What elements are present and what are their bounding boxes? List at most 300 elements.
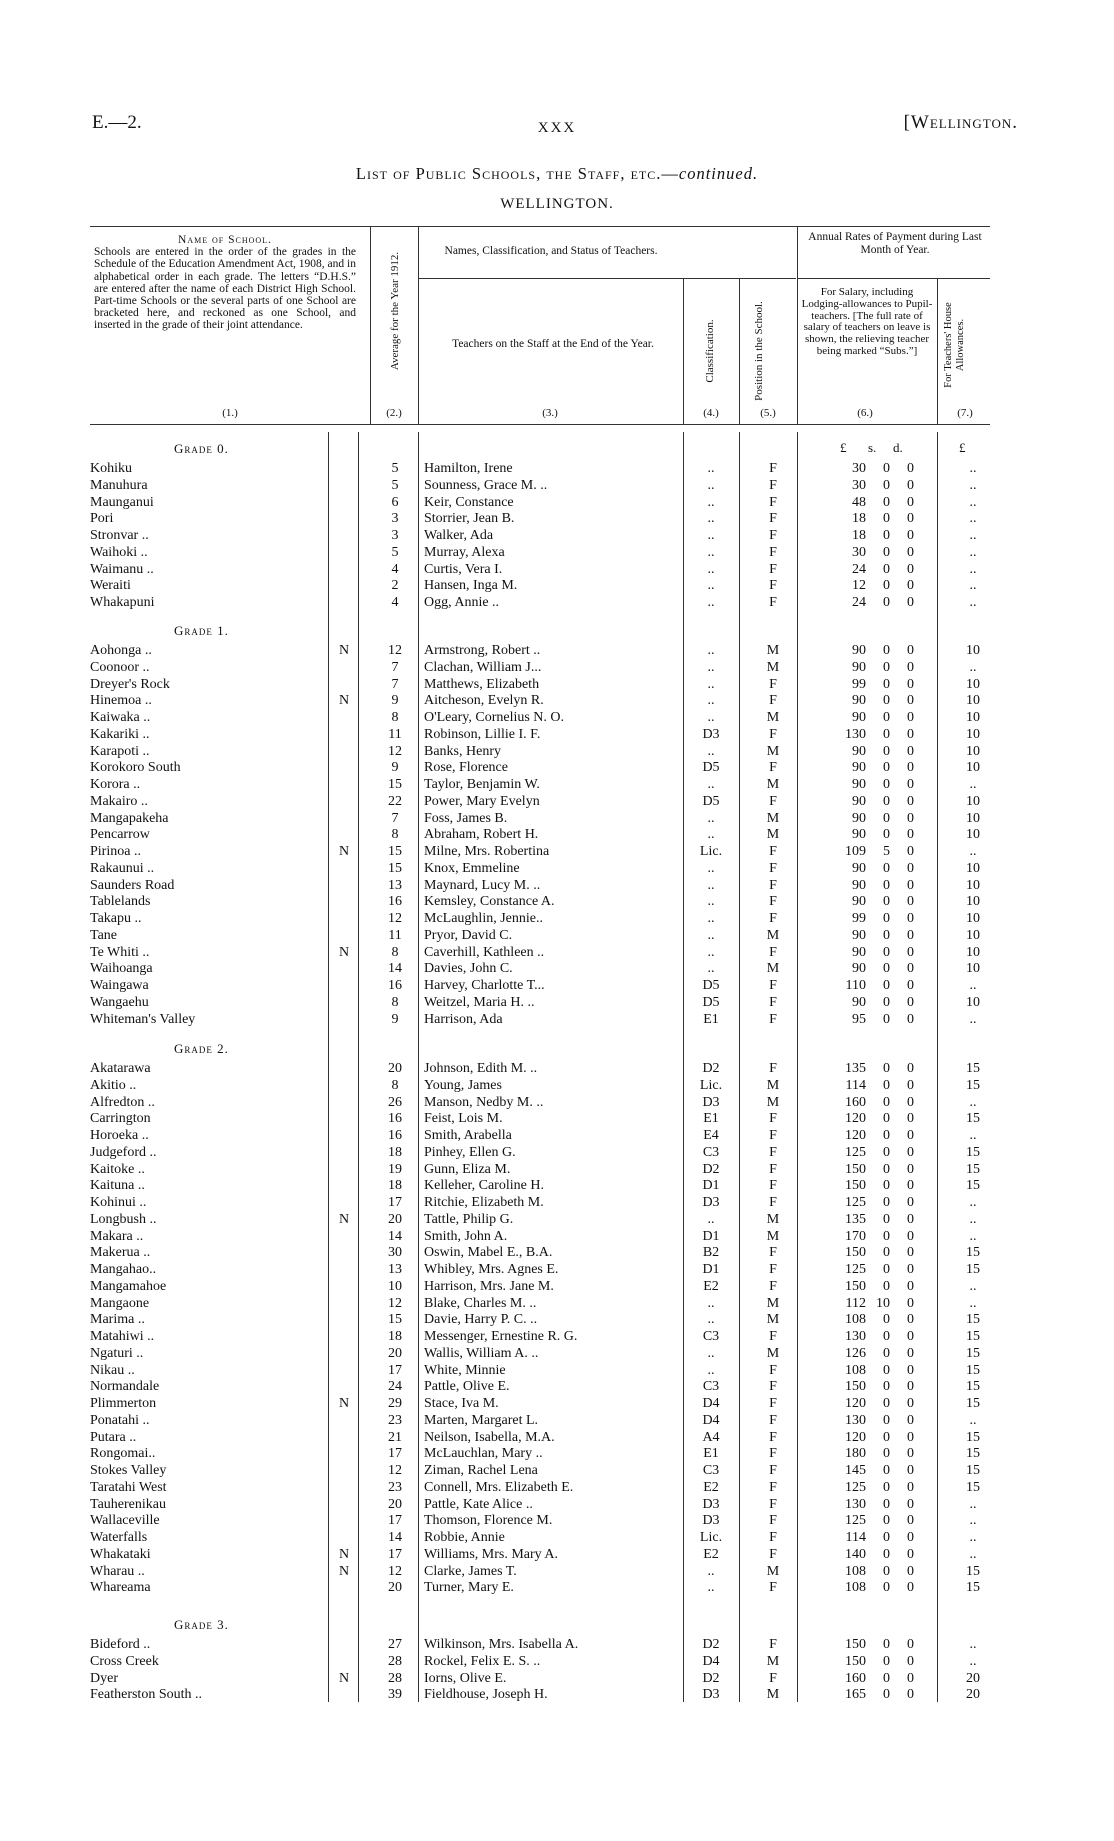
position: M bbox=[766, 810, 780, 826]
house-allowance: 15 bbox=[966, 1329, 980, 1344]
classification: .. bbox=[707, 1312, 715, 1328]
teacher-name: Oswin, Mabel E., B.A. bbox=[424, 1245, 553, 1261]
salary-shillings: 0 bbox=[883, 494, 890, 510]
house-allowance: 10 bbox=[966, 911, 980, 926]
classification: D4 bbox=[702, 1412, 720, 1428]
teacher-name: Harrison, Mrs. Jane M. bbox=[424, 1278, 554, 1294]
classification: .. bbox=[707, 1295, 715, 1311]
position: F bbox=[769, 1396, 777, 1411]
school-name: Waimanu .. bbox=[90, 561, 154, 577]
school-name: Pencarrow bbox=[90, 827, 150, 843]
pay-group-header: Annual Rates of Payment during Last Month of Year. bbox=[808, 231, 982, 256]
average-attendance: 18 bbox=[388, 1329, 402, 1344]
teacher-name: Marten, Margaret L. bbox=[424, 1412, 539, 1428]
salary-pounds: 90 bbox=[852, 743, 866, 759]
classification: E4 bbox=[703, 1128, 719, 1143]
teacher-name: Weitzel, Maria H. .. bbox=[424, 994, 535, 1010]
table-row bbox=[0, 544, 1114, 561]
classification: D5 bbox=[702, 760, 720, 776]
position: M bbox=[766, 1094, 780, 1110]
average-attendance: 14 bbox=[388, 1530, 402, 1545]
pay-sub-rule bbox=[798, 278, 990, 279]
house-allowance: 15 bbox=[966, 1144, 980, 1160]
col-num-7: (7.) bbox=[957, 407, 973, 419]
salary-pence: 0 bbox=[907, 676, 914, 692]
teacher-name: McLaughlin, Jennie.. bbox=[424, 911, 543, 926]
average-attendance: 7 bbox=[391, 810, 399, 826]
salary-shillings: 0 bbox=[883, 477, 890, 493]
teacher-name: Thomson, Florence M. bbox=[424, 1513, 553, 1529]
salary-pounds: 18 bbox=[852, 528, 866, 543]
salary-pounds: 150 bbox=[845, 1653, 866, 1669]
school-name: Takapu .. bbox=[90, 911, 142, 926]
salary-shillings: 0 bbox=[883, 1195, 890, 1210]
school-name: Alfredton .. bbox=[90, 1094, 155, 1110]
classification: B2 bbox=[702, 1245, 720, 1261]
school-name: Aohonga .. bbox=[90, 643, 152, 658]
salary-shillings: 0 bbox=[883, 726, 890, 742]
house-allowance: 10 bbox=[966, 760, 980, 776]
teachers-group-header: Names, Classification, and Status of Teachers. bbox=[444, 245, 658, 257]
school-name: Plimmerton bbox=[90, 1396, 157, 1411]
teacher-name: Smith, John A. bbox=[424, 1228, 508, 1244]
table-row bbox=[0, 1563, 1114, 1580]
salary-pence: 0 bbox=[907, 561, 914, 577]
teacher-name: Keir, Constance bbox=[424, 494, 514, 510]
average-attendance: 3 bbox=[391, 528, 399, 543]
salary-pence: 0 bbox=[907, 528, 914, 543]
table-row bbox=[0, 927, 1114, 944]
average-attendance: 19 bbox=[388, 1161, 402, 1177]
school-name: Manuhura bbox=[90, 477, 148, 493]
teacher-name: Manson, Nedby M. .. bbox=[424, 1094, 544, 1110]
teacher-name: Iorns, Olive E. bbox=[424, 1670, 507, 1686]
salary-shillings: 0 bbox=[883, 1530, 890, 1545]
house-allowance: 10 bbox=[966, 860, 980, 876]
classification: D2 bbox=[702, 1670, 720, 1686]
position: M bbox=[766, 743, 780, 759]
classification: Lic. bbox=[699, 844, 723, 859]
table-row bbox=[0, 1362, 1114, 1379]
position: M bbox=[766, 1653, 780, 1669]
house-allowance: 15 bbox=[966, 1446, 980, 1462]
col-num-4: (4.) bbox=[703, 407, 719, 419]
average-attendance: 9 bbox=[391, 760, 399, 776]
classification: .. bbox=[707, 1580, 715, 1596]
table-title-continued: continued. bbox=[678, 164, 759, 183]
position: M bbox=[766, 1687, 780, 1703]
salary-pounds: 170 bbox=[845, 1228, 866, 1244]
teacher-name: Milne, Mrs. Robertina bbox=[424, 844, 550, 859]
position: F bbox=[769, 1245, 777, 1261]
position: F bbox=[769, 1379, 777, 1395]
table-row bbox=[0, 1529, 1114, 1546]
house-allowance: 10 bbox=[966, 710, 980, 725]
salary-shillings: 0 bbox=[883, 693, 890, 709]
salary-pence: 0 bbox=[907, 1211, 914, 1227]
position: M bbox=[766, 710, 780, 725]
house-allowance: 15 bbox=[966, 1077, 980, 1093]
salary-shillings: 0 bbox=[883, 944, 890, 960]
average-attendance: 11 bbox=[388, 927, 402, 943]
average-attendance: 12 bbox=[388, 1563, 402, 1579]
salary-pence: 0 bbox=[907, 827, 914, 843]
house-allowance: 10 bbox=[966, 877, 980, 893]
table-row bbox=[0, 676, 1114, 693]
salary-pounds: 24 bbox=[852, 561, 866, 577]
salary-pence: 0 bbox=[907, 743, 914, 759]
salary-pence: 0 bbox=[907, 1580, 914, 1596]
salary-shillings: 0 bbox=[883, 1111, 890, 1127]
table-row bbox=[0, 810, 1114, 827]
table-row bbox=[0, 1110, 1114, 1127]
table-row bbox=[0, 910, 1114, 927]
salary-shillings: 0 bbox=[883, 1245, 890, 1261]
table-row bbox=[0, 843, 1114, 860]
salary-pence: 0 bbox=[907, 461, 914, 476]
average-attendance: 3 bbox=[391, 511, 399, 527]
teacher-name: Rose, Florence bbox=[424, 760, 508, 776]
average-attendance: 29 bbox=[388, 1396, 402, 1411]
school-name: Tauherenikau bbox=[90, 1496, 166, 1512]
position: F bbox=[769, 1144, 777, 1160]
school-name: Cross Creek bbox=[90, 1653, 159, 1669]
house-allowance: 15 bbox=[966, 1161, 980, 1177]
classification: .. bbox=[707, 710, 715, 725]
page-section-code: E.—2. bbox=[92, 112, 142, 133]
table-row bbox=[0, 1244, 1114, 1261]
table-row bbox=[0, 1011, 1114, 1028]
average-attendance: 22 bbox=[388, 793, 402, 809]
house-allowance: 15 bbox=[966, 1463, 980, 1478]
salary-shillings: 0 bbox=[883, 1128, 890, 1143]
house-allowance: .. bbox=[969, 511, 977, 527]
house-allowance: .. bbox=[969, 844, 977, 859]
school-name: Kohiku bbox=[90, 461, 132, 476]
salary-pence: 0 bbox=[907, 1128, 914, 1143]
classification: .. bbox=[707, 927, 715, 943]
average-attendance: 16 bbox=[388, 1111, 402, 1127]
average-attendance: 20 bbox=[388, 1061, 402, 1076]
salary-pence: 0 bbox=[907, 477, 914, 493]
salary-shillings: 0 bbox=[883, 1379, 890, 1395]
salary-pence: 0 bbox=[907, 1245, 914, 1261]
salary-pence: 0 bbox=[907, 1329, 914, 1344]
pence-unit: d. bbox=[893, 440, 903, 455]
table-row bbox=[0, 594, 1114, 611]
classification: C3 bbox=[702, 1463, 720, 1478]
school-name: Akitio .. bbox=[90, 1077, 137, 1093]
teacher-name: Connell, Mrs. Elizabeth E. bbox=[424, 1479, 574, 1495]
salary-shillings: 5 bbox=[883, 844, 890, 859]
salary-pence: 0 bbox=[907, 1111, 914, 1127]
position: F bbox=[769, 1128, 777, 1143]
average-attendance: 12 bbox=[388, 743, 402, 759]
col-num-1: (1.) bbox=[222, 407, 238, 419]
average-attendance: 13 bbox=[388, 1262, 402, 1277]
house-allowance: 15 bbox=[966, 1178, 980, 1194]
salary-pounds: 30 bbox=[852, 544, 866, 560]
position: F bbox=[769, 860, 777, 876]
teacher-name: Tattle, Philip G. bbox=[424, 1211, 514, 1227]
teacher-name: Fieldhouse, Joseph H. bbox=[424, 1687, 548, 1703]
teacher-name: Ritchie, Elizabeth M. bbox=[424, 1195, 544, 1210]
classification: Lic. bbox=[699, 1530, 723, 1545]
salary-shillings: 0 bbox=[883, 1637, 890, 1652]
salary-pence: 0 bbox=[907, 726, 914, 742]
salary-pounds: 150 bbox=[845, 1379, 866, 1395]
salary-pence: 0 bbox=[907, 1379, 914, 1395]
salary-pounds: 180 bbox=[845, 1446, 866, 1462]
teacher-name: Turner, Mary E. bbox=[424, 1580, 514, 1596]
classification: E2 bbox=[703, 1278, 719, 1294]
salary-pounds: 90 bbox=[852, 944, 866, 960]
average-attendance: 8 bbox=[391, 994, 399, 1010]
table-row bbox=[0, 1127, 1114, 1144]
house-allowance: 15 bbox=[966, 1580, 980, 1596]
average-attendance: 17 bbox=[388, 1362, 402, 1378]
table-row bbox=[0, 826, 1114, 843]
average-attendance: 20 bbox=[388, 1496, 402, 1512]
average-attendance: 16 bbox=[388, 894, 402, 910]
classification: C3 bbox=[702, 1329, 720, 1344]
house-allowance: 15 bbox=[966, 1362, 980, 1378]
salary-pence: 0 bbox=[907, 1429, 914, 1445]
school-name: Waihoanga bbox=[90, 961, 153, 977]
position: F bbox=[769, 877, 777, 893]
salary-pence: 0 bbox=[907, 1637, 914, 1652]
salary-pence: 0 bbox=[907, 1412, 914, 1428]
average-attendance: 18 bbox=[388, 1178, 402, 1194]
grade-heading: Grade 0. bbox=[174, 441, 229, 456]
teacher-name: Blake, Charles M. .. bbox=[424, 1295, 537, 1311]
classification: D3 bbox=[702, 1195, 720, 1210]
salary-shillings: 0 bbox=[883, 1362, 890, 1378]
salary-pence: 0 bbox=[907, 1161, 914, 1177]
salary-pounds: 135 bbox=[845, 1211, 866, 1227]
school-name: Wangaehu bbox=[90, 994, 149, 1010]
salary-pence: 0 bbox=[907, 544, 914, 560]
salary-pounds: 140 bbox=[845, 1546, 866, 1562]
classification: .. bbox=[707, 561, 715, 577]
table-row bbox=[0, 1278, 1114, 1295]
position: F bbox=[769, 911, 777, 926]
salary-pounds: 90 bbox=[852, 927, 866, 943]
teacher-name: Clarke, James T. bbox=[424, 1563, 517, 1579]
position: F bbox=[769, 1011, 777, 1027]
teacher-name: O'Leary, Cornelius N. O. bbox=[424, 710, 565, 725]
average-attendance: 28 bbox=[388, 1653, 402, 1669]
table-row bbox=[0, 1161, 1114, 1178]
salary-pounds: 130 bbox=[845, 1412, 866, 1428]
table-row bbox=[0, 477, 1114, 494]
house-allowance: .. bbox=[969, 528, 977, 543]
salary-pence: 0 bbox=[907, 911, 914, 926]
salary-pence: 0 bbox=[907, 1278, 914, 1294]
salary-shillings: 0 bbox=[883, 810, 890, 826]
average-attendance: 5 bbox=[391, 461, 399, 476]
teacher-name: Gunn, Eliza M. bbox=[424, 1161, 511, 1177]
house-allowance: 10 bbox=[966, 726, 980, 742]
classification: .. bbox=[707, 693, 715, 709]
position: F bbox=[769, 494, 777, 510]
salary-pounds: 109 bbox=[845, 844, 866, 859]
table-row bbox=[0, 960, 1114, 977]
house-allowance: .. bbox=[969, 578, 977, 594]
classification: D1 bbox=[702, 1178, 720, 1194]
table-row bbox=[0, 1228, 1114, 1245]
salary-shillings: 0 bbox=[883, 1463, 890, 1478]
school-name: Nikau .. bbox=[90, 1362, 135, 1378]
school-name: Pirinoa .. bbox=[90, 844, 141, 859]
table-row bbox=[0, 1261, 1114, 1278]
average-attendance: 12 bbox=[388, 1295, 402, 1311]
house-allowance: 15 bbox=[966, 1396, 980, 1411]
salary-shillings: 0 bbox=[883, 1496, 890, 1512]
house-allowance: 15 bbox=[966, 1345, 980, 1361]
position: F bbox=[769, 894, 777, 910]
position: M bbox=[766, 1211, 780, 1227]
classification: D1 bbox=[702, 1228, 720, 1244]
school-tag: N bbox=[338, 1670, 350, 1686]
house-allowance: 15 bbox=[966, 1111, 980, 1127]
position: M bbox=[766, 777, 780, 792]
position: F bbox=[769, 978, 777, 993]
table-row bbox=[0, 1462, 1114, 1479]
average-attendance: 8 bbox=[391, 1077, 399, 1093]
salary-shillings: 0 bbox=[883, 1687, 890, 1703]
salary-pence: 0 bbox=[907, 1446, 914, 1462]
classification: E2 bbox=[703, 1546, 719, 1562]
classification: .. bbox=[707, 1345, 715, 1361]
salary-shillings: 0 bbox=[883, 1546, 890, 1562]
salary-pounds: 114 bbox=[845, 1530, 866, 1545]
salary-pounds: 125 bbox=[845, 1479, 866, 1495]
school-name: Rakaunui .. bbox=[90, 860, 155, 876]
house-allowance: 10 bbox=[966, 810, 980, 826]
salary-pounds: 120 bbox=[845, 1429, 866, 1445]
salary-pounds: 120 bbox=[845, 1111, 866, 1127]
salary-shillings: 0 bbox=[883, 911, 890, 926]
position: F bbox=[769, 693, 777, 709]
position: M bbox=[766, 827, 780, 843]
classification: D2 bbox=[702, 1637, 720, 1652]
salary-pence: 0 bbox=[907, 1463, 914, 1478]
teacher-name: Pattle, Olive E. bbox=[424, 1379, 510, 1395]
teacher-name: Clachan, William J... bbox=[424, 659, 542, 675]
average-attendance: 13 bbox=[388, 877, 402, 893]
house-allowance: .. bbox=[969, 1195, 977, 1210]
school-name: Matahiwi .. bbox=[90, 1329, 155, 1344]
school-name: Mangahao.. bbox=[90, 1262, 157, 1277]
average-attendance: 20 bbox=[388, 1345, 402, 1361]
position: F bbox=[769, 760, 777, 776]
classification: .. bbox=[707, 511, 715, 527]
position: F bbox=[769, 1329, 777, 1344]
position: F bbox=[769, 1278, 777, 1294]
table-row bbox=[0, 561, 1114, 578]
house-allowance: 20 bbox=[966, 1670, 980, 1686]
school-name: Kohinui .. bbox=[90, 1195, 147, 1210]
salary-pounds: 12 bbox=[852, 578, 866, 594]
classification: .. bbox=[707, 643, 715, 658]
school-name: Taratahi West bbox=[90, 1479, 167, 1495]
teacher-name: Williams, Mrs. Mary A. bbox=[424, 1546, 558, 1562]
salary-pounds: 125 bbox=[845, 1262, 866, 1277]
salary-pence: 0 bbox=[907, 578, 914, 594]
house-allowance: 20 bbox=[966, 1687, 980, 1703]
teacher-name: White, Minnie bbox=[424, 1362, 506, 1378]
house-allowance: .. bbox=[969, 1546, 977, 1562]
salary-pounds: 120 bbox=[845, 1128, 866, 1143]
table-row bbox=[0, 510, 1114, 527]
school-name: Stokes Valley bbox=[90, 1463, 167, 1478]
salary-pence: 0 bbox=[907, 877, 914, 893]
salary-shillings: 0 bbox=[883, 1161, 890, 1177]
table-row bbox=[0, 1412, 1114, 1429]
salary-pence: 0 bbox=[907, 643, 914, 658]
salary-pounds: 90 bbox=[852, 994, 866, 1010]
salary-shillings: 0 bbox=[883, 1345, 890, 1361]
classification: .. bbox=[707, 578, 715, 594]
salary-shillings: 10 bbox=[876, 1295, 890, 1311]
teacher-name: Young, James bbox=[424, 1077, 502, 1093]
salary-pounds: 30 bbox=[852, 461, 866, 476]
classification: .. bbox=[707, 676, 715, 692]
table-row bbox=[0, 1496, 1114, 1513]
teacher-name: Murray, Alexa bbox=[424, 544, 505, 560]
salary-pounds: 90 bbox=[852, 777, 866, 792]
table-row bbox=[0, 659, 1114, 676]
salary-pounds: 24 bbox=[852, 595, 866, 610]
school-name: Normandale bbox=[90, 1379, 160, 1395]
teacher-name: Maynard, Lucy M. .. bbox=[424, 877, 541, 893]
salary-pounds: 126 bbox=[845, 1345, 866, 1361]
house-allowance: 15 bbox=[966, 1429, 980, 1445]
classification: D4 bbox=[702, 1396, 720, 1411]
salary-pounds: 99 bbox=[852, 676, 866, 692]
salary-pence: 0 bbox=[907, 1195, 914, 1210]
classification: .. bbox=[707, 1211, 715, 1227]
salary-pounds: 120 bbox=[845, 1396, 866, 1411]
school-tag: N bbox=[338, 1396, 350, 1411]
table-row bbox=[0, 1653, 1114, 1670]
house-allowance: 10 bbox=[966, 643, 980, 658]
table-row bbox=[0, 759, 1114, 776]
house-allowance: 15 bbox=[966, 1262, 980, 1277]
house-allowance: 15 bbox=[966, 1061, 980, 1076]
salary-shillings: 0 bbox=[883, 1429, 890, 1445]
salary-pence: 0 bbox=[907, 793, 914, 809]
house-allowance: .. bbox=[969, 1128, 977, 1143]
position: F bbox=[769, 1195, 777, 1210]
average-attendance: 18 bbox=[388, 1144, 402, 1160]
teacher-name: Hansen, Inga M. bbox=[424, 578, 518, 594]
average-attendance: 9 bbox=[391, 1011, 399, 1027]
salary-pounds: 90 bbox=[852, 827, 866, 843]
average-attendance: 12 bbox=[388, 643, 402, 658]
average-attendance: 15 bbox=[388, 1312, 402, 1328]
salary-pounds: 114 bbox=[845, 1077, 866, 1093]
salary-shillings: 0 bbox=[883, 894, 890, 910]
page-region-header: [Wellington. bbox=[903, 112, 1018, 133]
salary-pounds: 135 bbox=[845, 1061, 866, 1076]
classification: .. bbox=[707, 961, 715, 977]
school-name: Ponatahi .. bbox=[90, 1412, 150, 1428]
position: F bbox=[769, 578, 777, 594]
average-attendance: 7 bbox=[391, 676, 399, 692]
col-rule bbox=[797, 226, 798, 424]
